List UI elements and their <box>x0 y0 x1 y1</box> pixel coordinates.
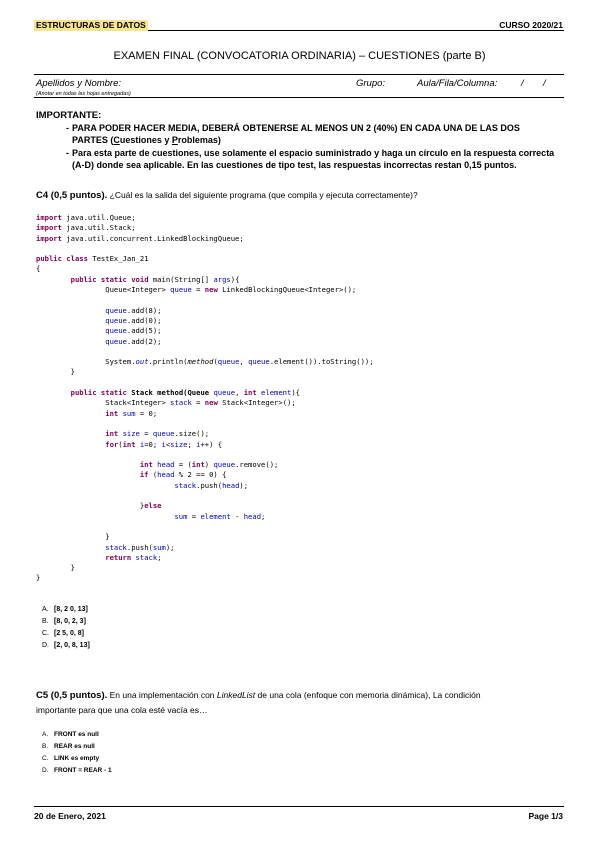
important-bullet-2 <box>72 147 554 171</box>
option-c[interactable]: C. [2 5, 0, 8] <box>42 630 84 637</box>
info-bottom-rule <box>34 97 564 98</box>
seat-label: Aula/Fila/Columna: <box>417 78 498 89</box>
important-heading: IMPORTANTE: <box>36 110 102 121</box>
exam-date: 20 de Enero, 2021 <box>34 811 106 821</box>
question-5-text-2: importante para que una cola esté vacía es… <box>36 705 208 715</box>
course-name: ESTRUCTURAS DE DATOS <box>36 20 146 30</box>
question-5-label: C5 (0,5 puntos). <box>36 690 108 701</box>
option-c[interactable]: C. LINK es empty <box>42 755 100 762</box>
name-note: (Anotar en todas las hojas entregadas) <box>36 91 131 97</box>
group-label: Grupo: <box>356 78 386 89</box>
exam-title: EXAMEN FINAL (CONVOCATORIA ORDINARIA) – CUESTIONES (parte B) <box>113 50 486 62</box>
seat-separator-1: / <box>521 78 524 89</box>
question-4-options <box>42 604 90 652</box>
bullet-dash-2: - <box>66 148 69 158</box>
option-b[interactable]: B. [8, 0, 2, 3] <box>42 618 86 625</box>
option-d[interactable]: D. FRONT = REAR - 1 <box>42 767 112 774</box>
option-a[interactable]: A. FRONT es null <box>42 731 99 738</box>
question-5-options <box>42 729 112 777</box>
bullet-dash-1: - <box>66 123 69 133</box>
question-5: C5 (0,5 puntos). En una implementación con LinkedList de una cola (enfoque con memoria dinámica), La condición importante para que una cola esté vacía es… <box>36 688 566 717</box>
course-year: CURSO 2020/21 <box>499 20 563 30</box>
bullet-1-line-2: PARTES (Cuestiones y Problemas) <box>72 135 221 145</box>
bullet-2-line-2: (A-D) donde sea aplicable. En las cuestiones de tipo test, las respuestas incorrectas restan 0,15 puntos. <box>72 160 517 170</box>
option-d[interactable]: D. [2, 0, 8, 13] <box>42 642 90 649</box>
info-top-rule <box>34 74 564 75</box>
question-4-text: ¿Cuál es la salida del siguiente programa (que compila y ejecuta correctamente)? <box>107 190 418 200</box>
option-b[interactable]: B. REAR es null <box>42 743 95 750</box>
seat-separator-2: / <box>543 78 546 89</box>
code-listing: import java.util.Queue; import java.util.Stack; import java.util.concurrent.LinkedBlockingQueue; public class TestEx_Jan_21 { public static void main(String[] args){ Queue<Integer> queue = new LinkedBlockingQueue<Integer>(); queue.add(8); queue.add(0); queue.add(5); queue.add(2); System.out.println(method(queue, queue.element()).toString()); } public static Stack method(Queue queue, int element){ Stack<Integer> stack = new Stack<Integer>(); int sum = 0; int size = queue.size(); for(int i=0; i<size; i++) { int head = (int) queue.remove(); if (head % 2 == 0) { stack.push(head); }else sum = element - head; } stack.push(sum); return stack; } } <box>36 213 374 583</box>
important-bullet-1 <box>72 122 520 146</box>
question-4-label: C4 (0,5 puntos). <box>36 190 108 201</box>
bullet-2-line-1: Para esta parte de cuestiones, use solamente el espacio suministrado y haga un círculo en la respuesta correcta <box>72 148 555 158</box>
bullet-1-line-1: PARA PODER HACER MEDIA, DEBERÁ OBTENERSE AL MENOS UN 2 (40%) EN CADA UNA DE LAS DOS <box>72 123 520 133</box>
question-4 <box>36 188 418 203</box>
option-a[interactable]: A. [8, 2 0, 13] <box>42 606 88 613</box>
name-label: Apellidos y Nombre: <box>36 78 122 89</box>
page-number: Page 1/3 <box>528 811 563 821</box>
footer-rule <box>34 806 564 807</box>
